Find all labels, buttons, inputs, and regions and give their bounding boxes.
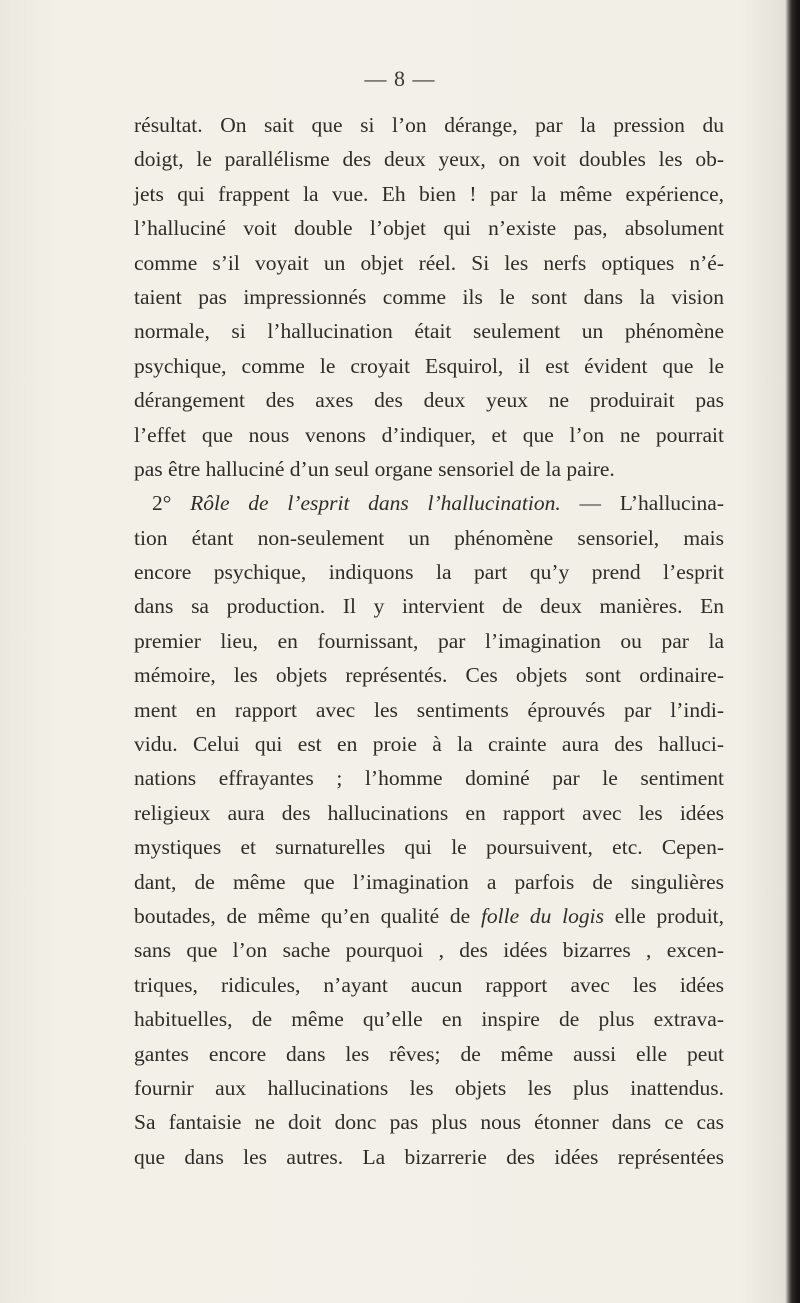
text-line: habituelles, de même qu’elle en inspire de plus extrava- bbox=[134, 1007, 724, 1032]
body-text bbox=[134, 108, 724, 1174]
section-title: Rôle de l’esprit dans l’hallucination. bbox=[190, 491, 561, 516]
text-line: ment en rapport avec les sentiments éprouvés par l’indi- bbox=[134, 697, 724, 722]
text-line: fournir aux hallucinations les objets les plus inattendus. bbox=[134, 1075, 724, 1100]
text-line: dérangement des axes des deux yeux ne produirait pas bbox=[134, 388, 724, 413]
text-line: mémoire, les objets représentés. Ces objets sont ordinaire- bbox=[134, 663, 724, 688]
text-line: religieux aura des hallucinations en rapport avec les idées bbox=[134, 800, 724, 825]
text-fragment: boutades, de même qu’en qualité de bbox=[134, 903, 471, 928]
text-line: nations effrayantes ; l’homme dominé par le sentiment bbox=[134, 766, 724, 791]
text-line: encore psychique, indiquons la part qu’y prend l’esprit bbox=[134, 560, 724, 585]
section-number: 2° bbox=[152, 491, 172, 516]
paragraph-2 bbox=[134, 486, 724, 1174]
text-line: normale, si l’hallucination était seulement un phénomène bbox=[134, 319, 724, 344]
text-line: l’effet que nous venons d’indiquer, et que l’on ne pourrait bbox=[134, 422, 724, 447]
text-line: doigt, le parallélisme des deux yeux, on voit doubles les ob- bbox=[134, 147, 724, 172]
text-line: que dans les autres. La bizarrerie des idées représentées bbox=[134, 1144, 724, 1169]
text-line: jets qui frappent la vue. Eh bien ! par la même expérience, bbox=[134, 181, 724, 206]
text-fragment: elle produit, bbox=[614, 903, 725, 928]
text-line-with-italic bbox=[134, 899, 724, 933]
text-line: gantes encore dans les rêves; de même aussi elle peut bbox=[134, 1041, 724, 1066]
text-line: mystiques et surnaturelles qui le poursuivent, etc. Cepen- bbox=[134, 835, 724, 860]
text-line: premier lieu, en fournissant, par l’imagination ou par la bbox=[134, 628, 724, 653]
text-line: taient pas impressionnés comme ils le sont dans la vision bbox=[134, 284, 724, 309]
text-line: tion étant non-seulement un phénomène sensoriel, mais bbox=[134, 525, 724, 550]
page-number: — 8 — bbox=[364, 66, 436, 91]
italic-phrase: folle du logis bbox=[480, 903, 604, 928]
text-line: comme s’il voyait un objet réel. Si les nerfs optiques n’é- bbox=[134, 250, 724, 275]
text-line: psychique, comme le croyait Esquirol, il est évident que le bbox=[134, 353, 724, 378]
text-line: vidu. Celui qui est en proie à la crainte aura des halluci- bbox=[134, 732, 724, 757]
text-line: sans que l’on sache pourquoi , des idées bizarres , excen- bbox=[134, 938, 724, 963]
text-line: l’halluciné voit double l’objet qui n’existe pas, absolument bbox=[134, 216, 724, 241]
section-heading-rest: — L’hallucina- bbox=[579, 491, 725, 516]
text-line: triques, ridicules, n’ayant aucun rapport avec les idées bbox=[134, 972, 724, 997]
text-line: dant, de même que l’imagination a parfois de singulières bbox=[134, 869, 724, 894]
book-spine-shadow bbox=[786, 0, 800, 1303]
text-line: résultat. On sait que si l’on dérange, par la pression du bbox=[134, 113, 724, 137]
text-line: Sa fantaisie ne doit donc pas plus nous étonner dans ce cas bbox=[134, 1110, 724, 1135]
text-line: pas être halluciné d’un seul organe sensoriel de la paire. bbox=[134, 456, 615, 481]
text-line: dans sa production. Il y intervient de deux manières. En bbox=[134, 594, 724, 619]
paragraph-1 bbox=[134, 108, 724, 486]
section-heading-line bbox=[134, 486, 724, 520]
